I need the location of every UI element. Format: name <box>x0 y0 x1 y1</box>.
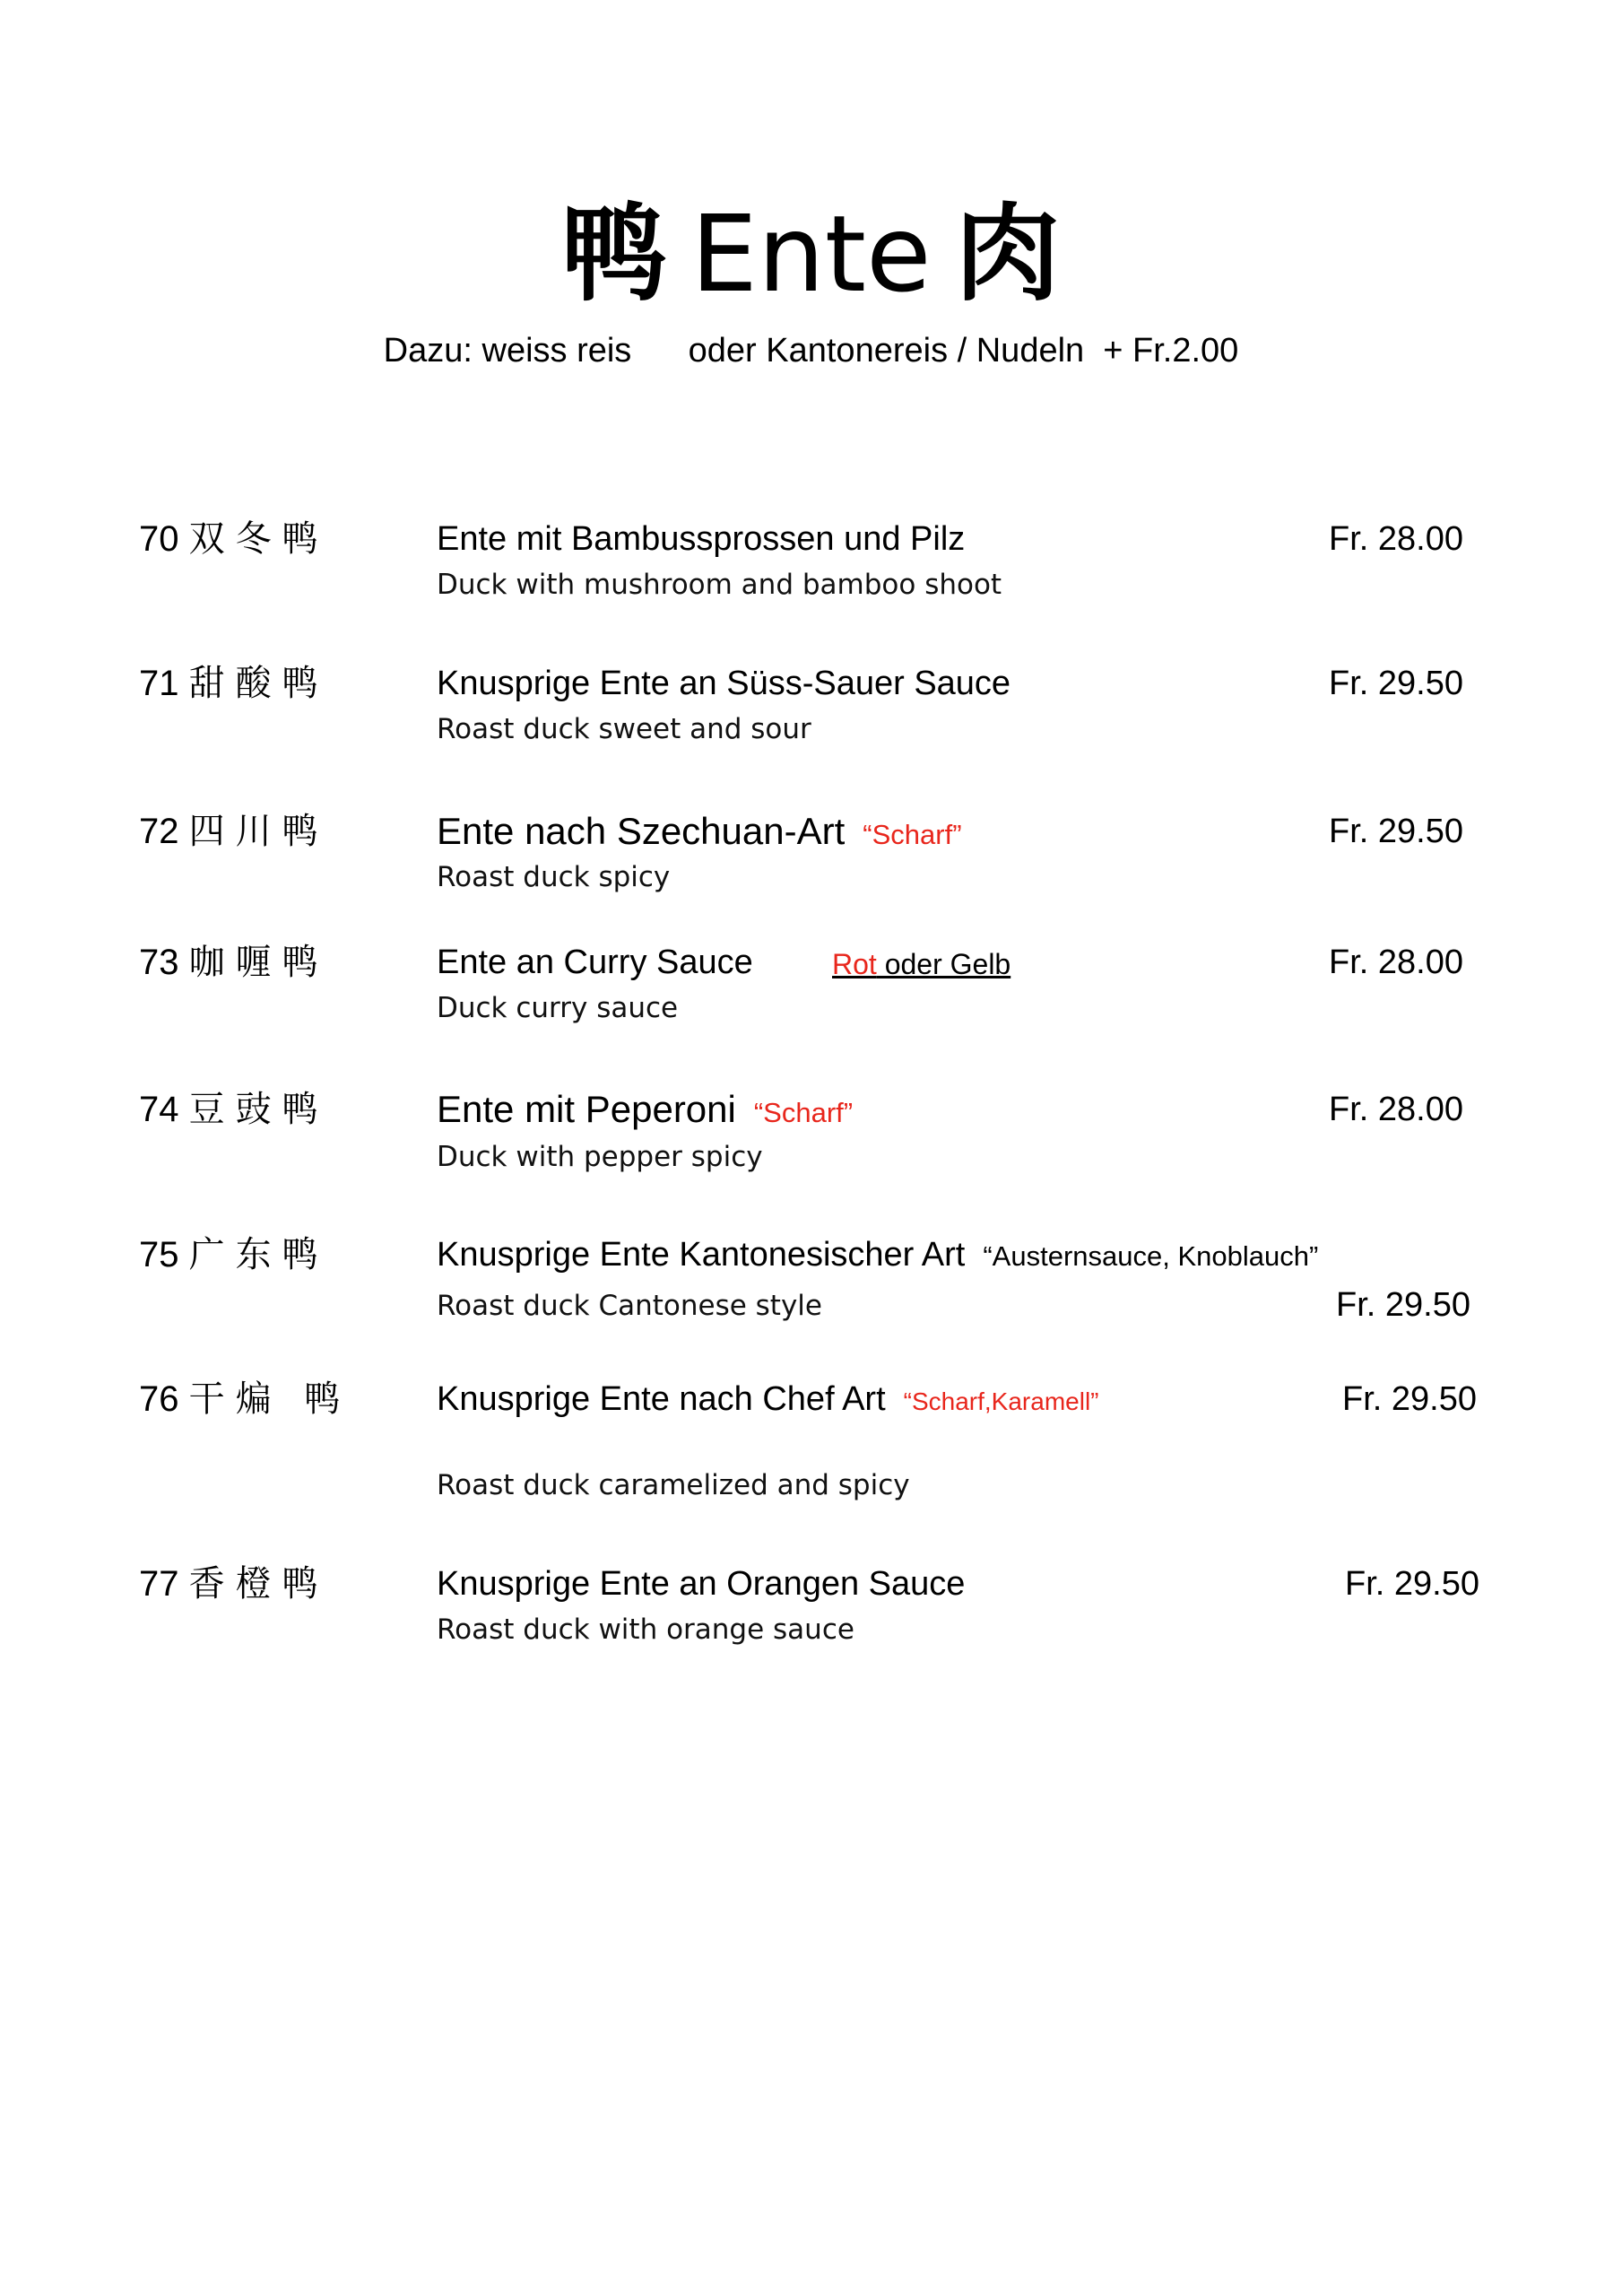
item-72-spicy-note: “Scharf” <box>863 819 962 850</box>
item-77-number: 77 香橙鸭 <box>139 1563 329 1605</box>
item-71-english-name: Roast duck sweet and sour <box>437 713 811 745</box>
item-73-variant-yellow: oder Gelb <box>876 948 1011 980</box>
item-77-chinese: 香橙鸭 <box>188 1563 329 1605</box>
item-75-sauce-note: “Austernsauce, Knoblauch” <box>983 1240 1319 1272</box>
item-74-german-name: Ente mit Peperoni “Scharf” <box>437 1088 854 1130</box>
side-dish-note: Dazu: weiss reis oder Kantonereis / Nudeln + Fr.2.00 <box>383 332 1239 370</box>
item-76-german-name: Knusprige Ente nach Chef Art “Scharf,Karamell” <box>437 1380 1099 1418</box>
item-72-chinese: 四川鸭 <box>188 811 329 852</box>
item-74-english-name: Duck with pepper spicy <box>437 1141 763 1173</box>
title-chinese-meat: 肉 <box>954 191 1061 316</box>
item-77-german-name: Knusprige Ente an Orangen Sauce <box>437 1565 966 1603</box>
item-73-price: Fr. 28.00 <box>1329 944 1463 981</box>
item-75-chinese: 广东鸭 <box>188 1234 329 1275</box>
item-71-price: Fr. 29.50 <box>1329 665 1463 702</box>
item-73-curry-variant <box>832 942 1010 987</box>
item-77-price: Fr. 29.50 <box>1345 1565 1479 1603</box>
item-73-variant-red: Rot <box>832 948 877 980</box>
item-74-chinese: 豆豉鸭 <box>188 1089 329 1130</box>
item-73-english-name: Duck curry sauce <box>437 992 679 1024</box>
item-70-number: 70 双冬鸭 <box>139 518 329 560</box>
item-76-spicy-note: “Scharf,Karamell” <box>903 1387 1099 1415</box>
title-german: Ente <box>690 192 932 316</box>
item-73-german-name: Ente an Curry Sauce <box>437 944 753 981</box>
item-72-english-name: Roast duck spicy <box>437 861 671 893</box>
item-72-price: Fr. 29.50 <box>1329 813 1463 850</box>
item-76-price: Fr. 29.50 <box>1342 1380 1477 1418</box>
item-72-german-name: Ente nach Szechuan-Art “Scharf” <box>437 810 962 852</box>
item-76-chinese: 干煸 鸭 <box>188 1378 351 1420</box>
item-73-chinese: 咖喱鸭 <box>188 942 329 983</box>
item-71-chinese: 甜酸鸭 <box>188 663 329 704</box>
item-71-number: 71 甜酸鸭 <box>139 663 329 704</box>
title-chinese-duck: 鸭 <box>561 191 668 316</box>
item-74-price: Fr. 28.00 <box>1329 1091 1463 1128</box>
item-75-number: 75 广东鸭 <box>139 1234 329 1275</box>
item-70-price: Fr. 28.00 <box>1329 520 1463 558</box>
item-74-spicy-note: “Scharf” <box>753 1097 854 1128</box>
page-title <box>0 191 1622 316</box>
item-75-english-name: Roast duck Cantonese style <box>437 1290 822 1322</box>
item-76-number: 76 干煸 鸭 <box>139 1378 351 1420</box>
item-74-number: 74 豆豉鸭 <box>139 1089 329 1130</box>
item-73-number: 73 咖喱鸭 <box>139 942 329 983</box>
item-70-english-name: Duck with mushroom and bamboo shoot <box>437 569 1002 601</box>
item-75-german-name: Knusprige Ente Kantonesischer Art “Austernsauce, Knoblauch” <box>437 1236 1319 1274</box>
item-72-number: 72 四川鸭 <box>139 811 329 852</box>
item-77-english-name: Roast duck with orange sauce <box>437 1613 854 1646</box>
item-70-german-name: Ente mit Bambussprossen und Pilz <box>437 520 966 558</box>
item-75-price: Fr. 29.50 <box>1336 1286 1470 1324</box>
item-76-english-name: Roast duck caramelized and spicy <box>437 1469 910 1501</box>
item-70-chinese: 双冬鸭 <box>188 518 329 560</box>
item-71-german-name: Knusprige Ente an Süss-Sauer Sauce <box>437 665 1011 702</box>
